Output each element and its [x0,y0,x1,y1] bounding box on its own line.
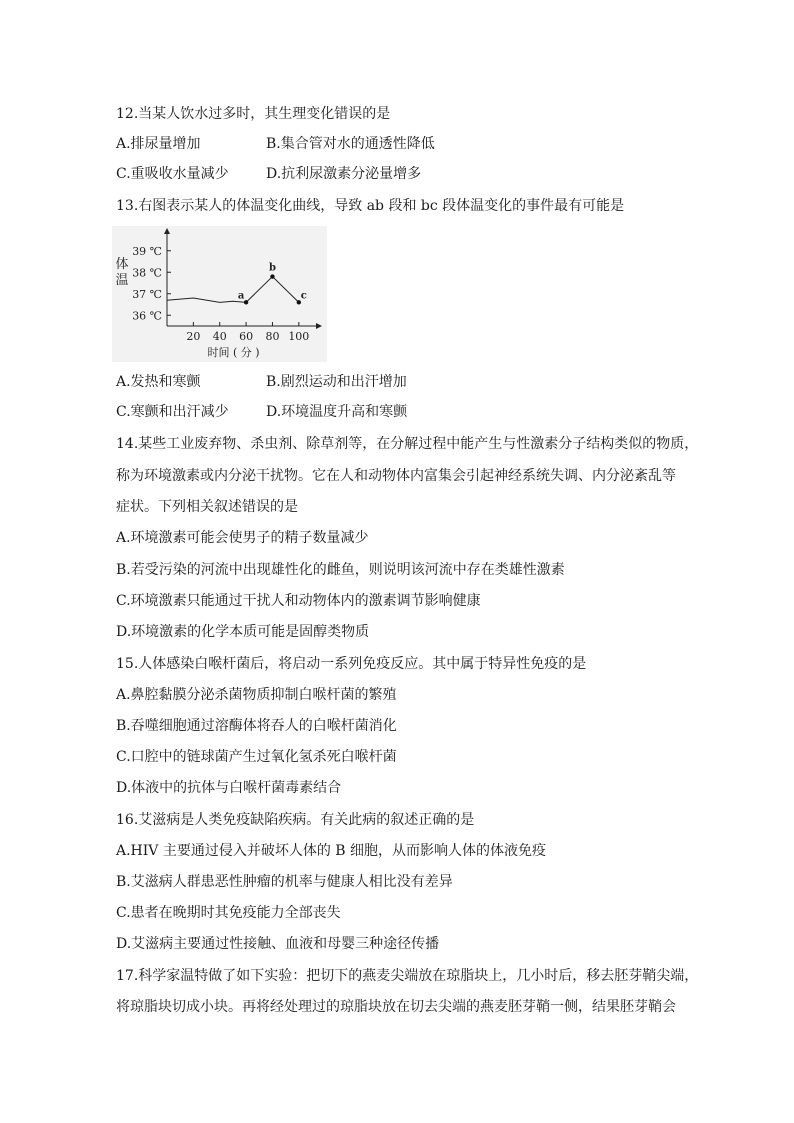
q14-stem-line3: 症状。下列相关叙述错误的是 [116,499,298,515]
y-tick-label: 39 ℃ [132,244,162,258]
y-axis-arrow [164,228,170,234]
q16-option-b: B.艾滋病人群患恶性肿瘤的机率与健康人相比没有差异 [116,874,453,890]
q14-option-b: B.若受污染的河流中出现雄性化的雌鱼，则说明该河流中存在类雄性激素 [116,562,565,578]
x-axis-label: 时间 ( 分 ) [207,346,260,359]
q12-option-b: B.集合管对水的通透性降低 [266,136,435,152]
q13-stem: 13.右图表示某人的体温变化曲线，导致 ab 段和 bc 段体温变化的事件最有可能是 [116,198,625,214]
q14-stem-line1: 14.某些工业废弃物、杀虫剂、除草剂等，在分解过程中能产生与性激素分子结构类似的物质， [116,436,699,452]
q14-option-d: D.环境激素的化学本质可能是固醇类物质 [116,624,370,640]
q15-option-a: A.鼻腔黏膜分泌杀菌物质抑制白喉杆菌的繁殖 [116,687,397,703]
y-axis-label: 体 [115,257,129,272]
point-label-a: a [237,290,245,302]
y-tick-label: 36 ℃ [132,309,162,323]
q13-option-d: D.环境温度升高和寒颤 [266,404,408,420]
q15-option-b: B.吞噬细胞通过溶酶体将吞人的白喉杆菌消化 [116,718,397,734]
q12-option-c: C.重吸收水量减少 [116,166,229,182]
q14-option-a: A.环境激素可能会使男子的精子数量减少 [116,530,369,546]
q16-stem: 16.艾滋病是人类免疫缺陷疾病。有关此病的叙述正确的是 [116,812,475,828]
q16-option-c: C.患者在晚期时其免疫能力全部丧失 [116,905,341,921]
x-tick-label: 100 [288,330,310,343]
q13-option-b: B.剧烈运动和出汗增加 [266,374,407,390]
q12-option-d: D.抗利尿激素分泌量增多 [266,166,422,182]
q13-option-c: C.寒颤和出汗减少 [116,404,229,420]
q13-option-a: A.发热和寒颤 [116,374,201,390]
q14-stem-line2: 称为环境激素或内分泌干扰物。它在人和动物体内富集会引起神经系统失调、内分泌紊乱等 [116,468,676,484]
q12-option-a: A.排尿量增加 [116,136,201,152]
y-tick-label: 38 ℃ [132,266,162,280]
x-tick-label: 60 [239,330,254,343]
temperature-chart [112,226,327,362]
q14-option-c: C.环境激素只能通过干扰人和动物体内的激素调节影响健康 [116,593,481,609]
q15-option-d: D.体液中的抗体与白喉杆菌毒素结合 [116,780,342,796]
x-tick-label: 80 [265,330,280,343]
point-a [244,300,248,304]
y-tick-label: 37 ℃ [132,287,162,301]
point-b [270,274,274,278]
q15-option-c: C.口腔中的链球菌产生过氧化氢杀死白喉杆菌 [116,749,397,765]
temperature-line [167,277,299,303]
x-tick-label: 20 [186,330,201,343]
q17-stem-line1: 17.科学家温特做了如下实验：把切下的燕麦尖端放在琼脂块上，几小时后，移去胚芽鞘尖端， [116,968,699,984]
y-axis-label: 温 [115,273,129,288]
x-axis-arrow [316,323,322,329]
q12-stem: 12.当某人饮水过多时，其生理变化错误的是 [116,106,391,122]
q16-option-d: D.艾滋病主要通过性接触、血液和母婴三种途径传播 [116,936,440,952]
point-label-c: c [300,290,307,302]
q17-stem-line2: 将琼脂块切成小块。再将经处理过的琼脂块放在切去尖端的燕麦胚芽鞘一侧，结果胚芽鞘会 [116,999,676,1015]
point-label-b: b [268,262,276,274]
temperature-chart-svg [112,226,327,362]
q16-option-a: A.HIV 主要通过侵入并破坏人体的 B 细胞，从而影响人体的体液免疫 [116,843,547,859]
q15-stem: 15.人体感染白喉杆菌后，将启动一系列免疫反应。其中属于特异性免疫的是 [116,656,587,672]
x-tick-label: 40 [212,330,227,343]
